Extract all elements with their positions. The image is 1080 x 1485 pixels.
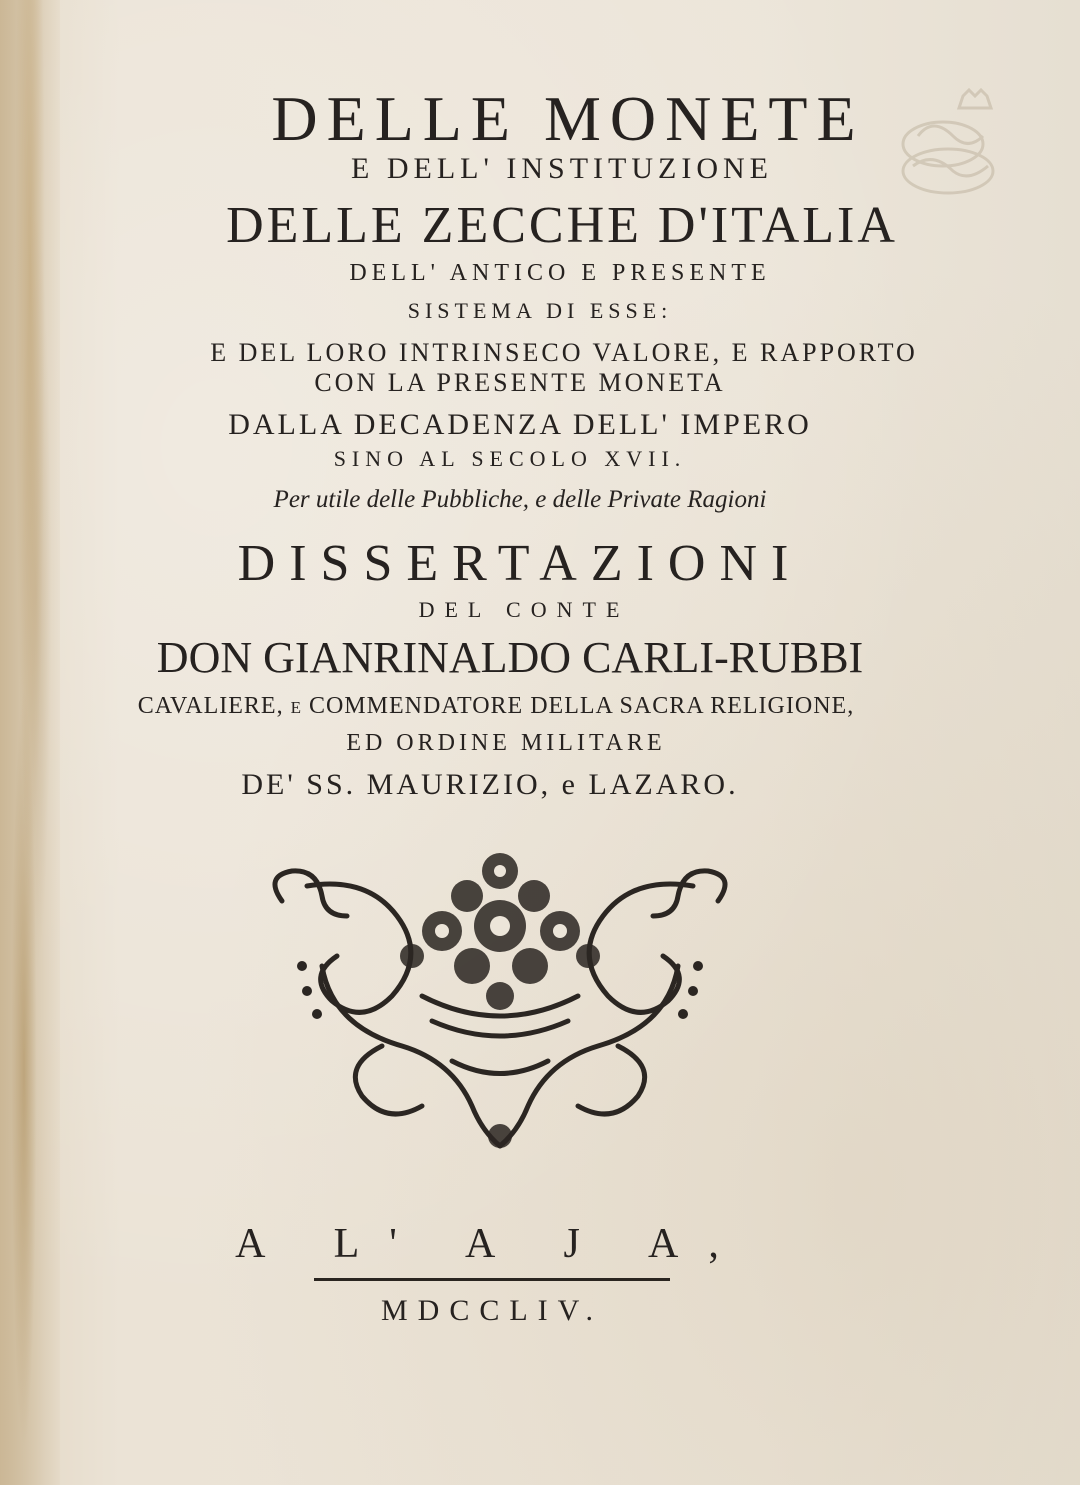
imprint-year: MDCCLIV. — [381, 1294, 603, 1327]
title-line-del-conte: DEL CONTE — [418, 597, 630, 622]
imprint-rule — [314, 1278, 670, 1281]
author-title-line-1: CAVALIERE, e COMMENDATORE DELLA SACRA RELIGIONE, — [137, 693, 855, 719]
imprint-place: A L' A J A, — [235, 1221, 749, 1267]
floral-basket-vignette-icon — [262, 846, 738, 1156]
author-title-line-2: ED ORDINE MILITARE — [346, 730, 666, 756]
title-line-presente-moneta: CON LA PRESENTE MONETA — [314, 368, 726, 397]
title-line-per-utile: Per utile delle Pubbliche, e delle Private Ragioni — [273, 486, 767, 513]
title-line-dissertazioni: DISSERTAZIONI — [237, 535, 803, 592]
title-line-decadenza: DALLA DECADENZA DELL' IMPERO — [228, 408, 812, 441]
title-line-antico: DELL' ANTICO E PRESENTE — [349, 260, 771, 286]
title-line-zecche: DELLE ZECCHE D'ITALIA — [226, 197, 898, 254]
title-line-valore: E DEL LORO INTRINSECO VALORE, E RAPPORTO — [210, 338, 918, 367]
title-line-sistema: SISTEMA DI ESSE: — [407, 298, 673, 323]
author-title-line-3: DE' SS. MAURIZIO, e LAZARO. — [241, 768, 739, 801]
title-line-secolo: SINO AL SECOLO XVII. — [333, 446, 687, 471]
author-name: DON GIANRINALDO CARLI-RUBBI — [156, 633, 864, 682]
title-line-instituzione: E DELL' INSTITUZIONE — [351, 152, 773, 185]
title-line-monete: DELLE MONETE — [271, 83, 865, 154]
